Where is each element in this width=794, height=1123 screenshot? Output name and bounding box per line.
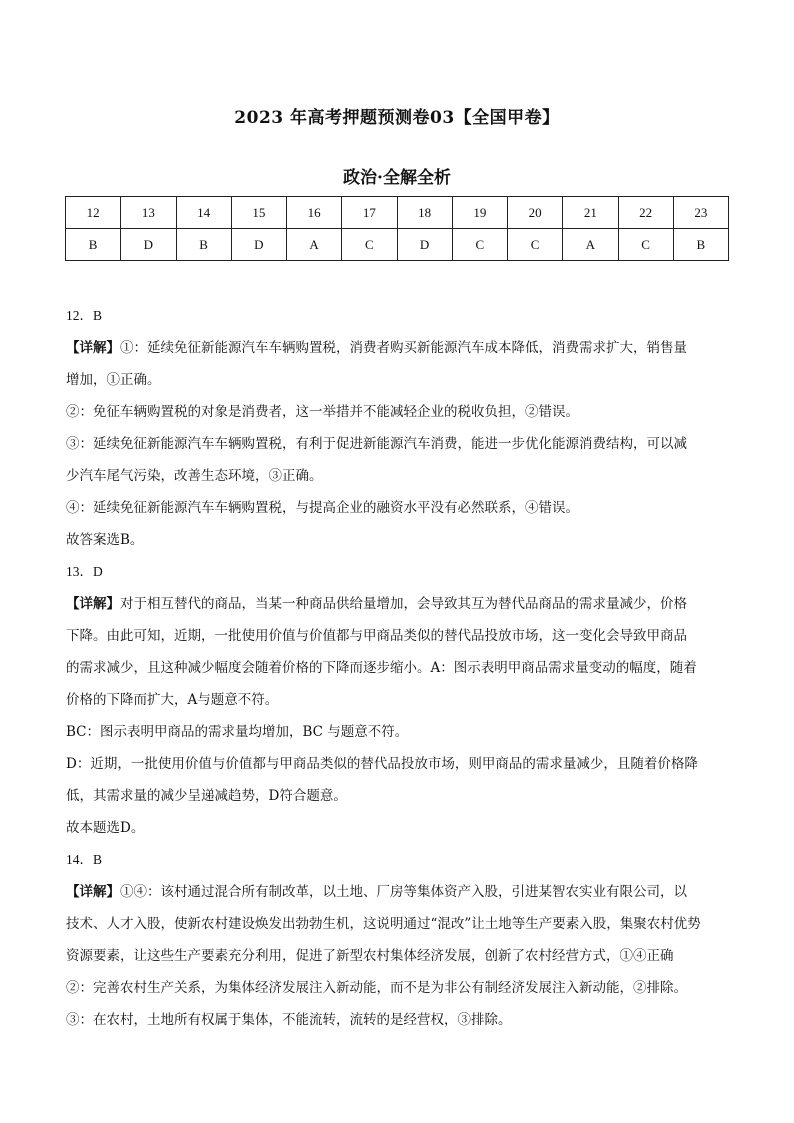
answer-cell: D	[231, 229, 286, 261]
explanation-line: 资源要素，让这些生产要素充分利用，促进了新型农村集体经济发展，创新了农村经营方式，①④正确	[66, 948, 674, 964]
explanation-text: ①④：该村通过混合所有制改革，以土地、厂房等集体资产入股，引进某智农实业有限公司，以	[120, 884, 687, 900]
question-number-cell: 17	[342, 197, 397, 229]
answer-table-number-row	[66, 197, 729, 229]
question-heading: 12．B	[66, 308, 103, 323]
question-number-cell: 22	[618, 197, 673, 229]
question-number-cell: 20	[508, 197, 563, 229]
explanation-line: BC：图示表明甲商品的需求量均增加，BC 与题意不符。	[66, 724, 409, 740]
answer-cell: B	[66, 229, 121, 261]
question-number-cell: 16	[287, 197, 342, 229]
question-number-cell: 18	[397, 197, 452, 229]
question-number-cell: 13	[121, 197, 176, 229]
explanation-line	[66, 588, 730, 620]
answer-cell: A	[563, 229, 618, 261]
answer-cell: B	[673, 229, 728, 261]
explanation-line: ②：免征车辆购置税的对象是消费者，这一举措并不能减轻企业的税收负担，②错误。	[66, 404, 579, 420]
explanation-line: ②：完善农村生产关系，为集体经济发展注入新动能，而不是为非公有制经济发展注入新动能，②排除。	[66, 980, 687, 996]
explanation-line: 价格的下降而扩大，A与题意不符。	[66, 692, 279, 708]
answer-cell: C	[452, 229, 507, 261]
question-number-cell: 14	[176, 197, 231, 229]
explanation-line: ③：延续免征新能源汽车车辆购置税，有利于促进新能源汽车消费，能进一步优化能源消费结构，可以减	[66, 436, 687, 452]
explanation-line: 低，其需求量的减少呈递减趋势，D符合题意。	[66, 788, 347, 804]
answer-table	[65, 196, 729, 261]
page-title: 2023 年高考押题预测卷03【全国甲卷】	[234, 108, 560, 128]
explanation-line: ④：延续免征新能源汽车车辆购置税，与提高企业的融资水平没有必然联系，④错误。	[66, 500, 579, 516]
explanation-line: ③：在农村，土地所有权属于集体，不能流转，流转的是经营权，③排除。	[66, 1012, 512, 1028]
detail-tag: 【详解】	[66, 596, 120, 612]
question-heading: 14．B	[66, 852, 103, 867]
answer-cell: C	[618, 229, 673, 261]
explanation-text: ①：延续免征新能源汽车车辆购置税，消费者购买新能源汽车成本降低，消费需求扩大，销售量	[120, 340, 687, 356]
answer-cell: C	[508, 229, 563, 261]
answer-cell: B	[176, 229, 231, 261]
answer-cell: C	[342, 229, 397, 261]
answer-conclusion: 故本题选D。	[66, 820, 145, 836]
question-number-cell: 12	[66, 197, 121, 229]
explanation-text: 对于相互替代的商品，当某一种商品供给量增加，会导致其互为替代品商品的需求量减少，价格	[120, 596, 687, 612]
page-subtitle: 政治·全解全析	[343, 168, 451, 188]
explanation-line	[66, 876, 730, 908]
solution-body	[66, 300, 730, 1036]
answer-cell: D	[397, 229, 452, 261]
question-number-cell: 15	[231, 197, 286, 229]
explanation-line: 技术、人才入股，使新农村建设焕发出勃勃生机，这说明通过“混改”让土地等生产要素入股，集聚农村优势	[66, 916, 701, 932]
answer-cell: D	[121, 229, 176, 261]
explanation-line: 下降。由此可知，近期，一批使用价值与价值都与甲商品类似的替代品投放市场，这一变化会导致甲商品	[66, 628, 687, 644]
detail-tag: 【详解】	[66, 884, 120, 900]
question-heading: 13．D	[66, 564, 103, 579]
explanation-line: D：近期，一批使用价值与价值都与甲商品类似的替代品投放市场，则甲商品的需求量减少，且随着价格降	[66, 756, 698, 772]
explanation-line	[66, 332, 730, 364]
question-number-cell: 19	[452, 197, 507, 229]
answer-cell: A	[287, 229, 342, 261]
explanation-line: 的需求减少，且这种减少幅度会随着价格的下降而逐步缩小。A：图示表明甲商品需求量变动的幅度，随着	[66, 660, 697, 676]
explanation-line: 增加，①正确。	[66, 372, 161, 388]
answer-conclusion: 故答案选B。	[66, 532, 144, 548]
detail-tag: 【详解】	[66, 340, 120, 356]
question-number-cell: 21	[563, 197, 618, 229]
answer-table-answer-row	[66, 229, 729, 261]
explanation-line: 少汽车尾气污染，改善生态环境，③正确。	[66, 468, 323, 484]
question-number-cell: 23	[673, 197, 728, 229]
